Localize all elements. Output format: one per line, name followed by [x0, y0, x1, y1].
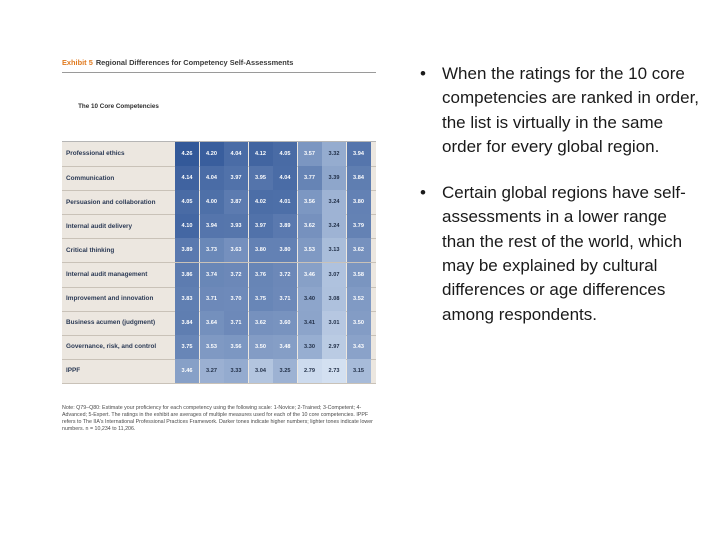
rating-cell: 3.48	[273, 335, 297, 359]
row-label: Critical thinking	[66, 246, 115, 254]
rating-cell: 3.53	[298, 238, 322, 262]
region-header	[273, 73, 297, 141]
rating-cell: 3.73	[200, 238, 224, 262]
rating-cell: 3.39	[322, 166, 346, 190]
table-row	[62, 214, 376, 239]
rating-cell: 4.20	[200, 142, 224, 166]
bullet-item	[418, 181, 703, 327]
row-label: Improvement and innovation	[66, 295, 154, 303]
rating-cell: 3.62	[298, 214, 322, 238]
rating-cell: 3.83	[175, 287, 199, 311]
rating-cell: 3.57	[298, 142, 322, 166]
exhibit-title-text: Regional Differences for Competency Self-Assessments	[95, 58, 294, 67]
header-label: The 10 Core Competencies	[78, 103, 159, 111]
exhibit-note: Note: Q79–Q80: Estimate your proficiency for each competency using the following scale: 1-Novice; 2-Trained; 3-Competent; 4-Advanced; 5-Expert. The ratings in the exhibit are averages of multiple measures used for each of the 10 core competencies. IPPF refers to The IIA's International Professional Practices Framework. Darker tones indicate higher numbers; lighter tones indicate lower numbers. n = 10,234 to 11,206.	[62, 405, 373, 432]
rating-cell: 4.05	[175, 190, 199, 214]
rating-cell: 3.52	[347, 287, 371, 311]
rating-cell: 3.01	[322, 311, 346, 335]
rating-cell: 2.73	[322, 359, 346, 383]
rating-cell: 3.84	[347, 166, 371, 190]
rating-cell: 3.72	[224, 263, 248, 287]
table-row	[62, 311, 376, 336]
rating-cell: 3.30	[298, 335, 322, 359]
rating-cell: 3.70	[224, 287, 248, 311]
rating-cell: 3.77	[298, 166, 322, 190]
table-row	[62, 263, 376, 288]
rating-cell: 3.46	[298, 263, 322, 287]
rating-cell: 3.80	[347, 190, 371, 214]
rating-cell: 3.94	[347, 142, 371, 166]
rating-cell: 3.46	[175, 359, 199, 383]
bullet-dot-icon: •	[420, 183, 426, 203]
region-header	[224, 73, 248, 141]
rating-cell: 3.08	[322, 287, 346, 311]
rating-cell: 3.64	[200, 311, 224, 335]
rating-cell: 3.76	[249, 263, 273, 287]
rating-cell: 3.63	[224, 238, 248, 262]
rating-cell: 3.74	[200, 263, 224, 287]
rating-cell: 3.04	[249, 359, 273, 383]
competency-table	[62, 72, 376, 383]
region-header	[298, 73, 322, 141]
table-row	[62, 359, 376, 384]
bullet-list	[418, 62, 703, 349]
rating-cell: 3.43	[347, 335, 371, 359]
rating-cell: 3.75	[249, 287, 273, 311]
rating-cell: 3.62	[249, 311, 273, 335]
rating-cell: 4.02	[249, 190, 273, 214]
rating-cell: 3.89	[273, 214, 297, 238]
rating-cell: 3.50	[347, 311, 371, 335]
rating-cell: 3.95	[249, 166, 273, 190]
rating-cell: 3.32	[322, 142, 346, 166]
row-label: Internal audit delivery	[66, 222, 133, 230]
rating-cell: 3.15	[347, 359, 371, 383]
table-header	[62, 73, 376, 142]
table-row	[62, 190, 376, 215]
rating-cell: 3.24	[322, 190, 346, 214]
rating-cell: 2.97	[322, 335, 346, 359]
rating-cell: 3.53	[200, 335, 224, 359]
rating-cell: 3.71	[224, 311, 248, 335]
row-label: Business acumen (judgment)	[66, 319, 156, 327]
rating-cell: 3.13	[322, 238, 346, 262]
rating-cell: 4.12	[249, 142, 273, 166]
rating-cell: 3.71	[200, 287, 224, 311]
rating-cell: 4.10	[175, 214, 199, 238]
rating-cell: 3.56	[224, 335, 248, 359]
rating-cell: 3.75	[175, 335, 199, 359]
rating-cell: 3.97	[224, 166, 248, 190]
bullet-text: Certain global regions have self-assessments in a lower range than the rest of the world, which may be explained by cultural differences or age differences among respondents.	[442, 183, 686, 324]
rating-cell: 3.33	[224, 359, 248, 383]
table-row	[62, 335, 376, 360]
bullet-dot-icon: •	[420, 64, 426, 83]
rating-cell: 3.80	[273, 238, 297, 262]
rating-cell: 3.24	[322, 214, 346, 238]
row-label: Communication	[66, 174, 115, 182]
table-row	[62, 142, 376, 167]
rating-cell: 4.00	[200, 190, 224, 214]
rating-cell: 3.41	[298, 311, 322, 335]
rating-cell: 3.89	[175, 238, 199, 262]
rating-cell: 3.94	[200, 214, 224, 238]
bullet-item	[418, 62, 703, 159]
rating-cell: 4.14	[175, 166, 199, 190]
exhibit-label: Exhibit 5	[62, 58, 93, 67]
rating-cell: 3.25	[273, 359, 297, 383]
region-header	[347, 73, 371, 141]
exhibit-figure	[62, 58, 380, 383]
rating-cell: 3.50	[249, 335, 273, 359]
rating-cell: 3.62	[347, 238, 371, 262]
region-header	[322, 73, 346, 141]
rating-cell: 3.84	[175, 311, 199, 335]
rating-cell: 4.01	[273, 190, 297, 214]
rating-cell: 3.27	[200, 359, 224, 383]
rating-cell: 3.56	[298, 190, 322, 214]
exhibit-title	[62, 58, 380, 72]
rating-cell: 3.79	[347, 214, 371, 238]
rating-cell: 3.80	[249, 238, 273, 262]
rating-cell: 3.97	[249, 214, 273, 238]
region-header	[249, 73, 273, 141]
row-label: Persuasion and collaboration	[66, 198, 156, 206]
table-row	[62, 287, 376, 312]
rating-cell: 2.79	[298, 359, 322, 383]
region-header	[175, 73, 199, 141]
row-label: IPPF	[66, 367, 81, 375]
row-label: Internal audit management	[66, 270, 148, 278]
row-label: Professional ethics	[66, 150, 125, 158]
rating-cell: 4.04	[200, 166, 224, 190]
rating-cell: 3.40	[298, 287, 322, 311]
table-row	[62, 166, 376, 191]
rating-cell: 4.05	[273, 142, 297, 166]
rating-cell: 3.60	[273, 311, 297, 335]
rating-cell: 3.86	[175, 263, 199, 287]
bullet-text: When the ratings for the 10 core competencies are ranked in order, the list is virtually in the same order for every global region.	[442, 64, 700, 156]
region-header	[200, 73, 224, 141]
table-row	[62, 238, 376, 263]
rating-cell: 3.07	[322, 263, 346, 287]
rating-cell: 4.04	[273, 166, 297, 190]
row-label: Governance, risk, and control	[66, 343, 157, 351]
rating-cell: 4.26	[175, 142, 199, 166]
rating-cell: 3.87	[224, 190, 248, 214]
rating-cell: 3.93	[224, 214, 248, 238]
rating-cell: 3.58	[347, 263, 371, 287]
rating-cell: 4.04	[224, 142, 248, 166]
rating-cell: 3.72	[273, 263, 297, 287]
rating-cell: 3.71	[273, 287, 297, 311]
